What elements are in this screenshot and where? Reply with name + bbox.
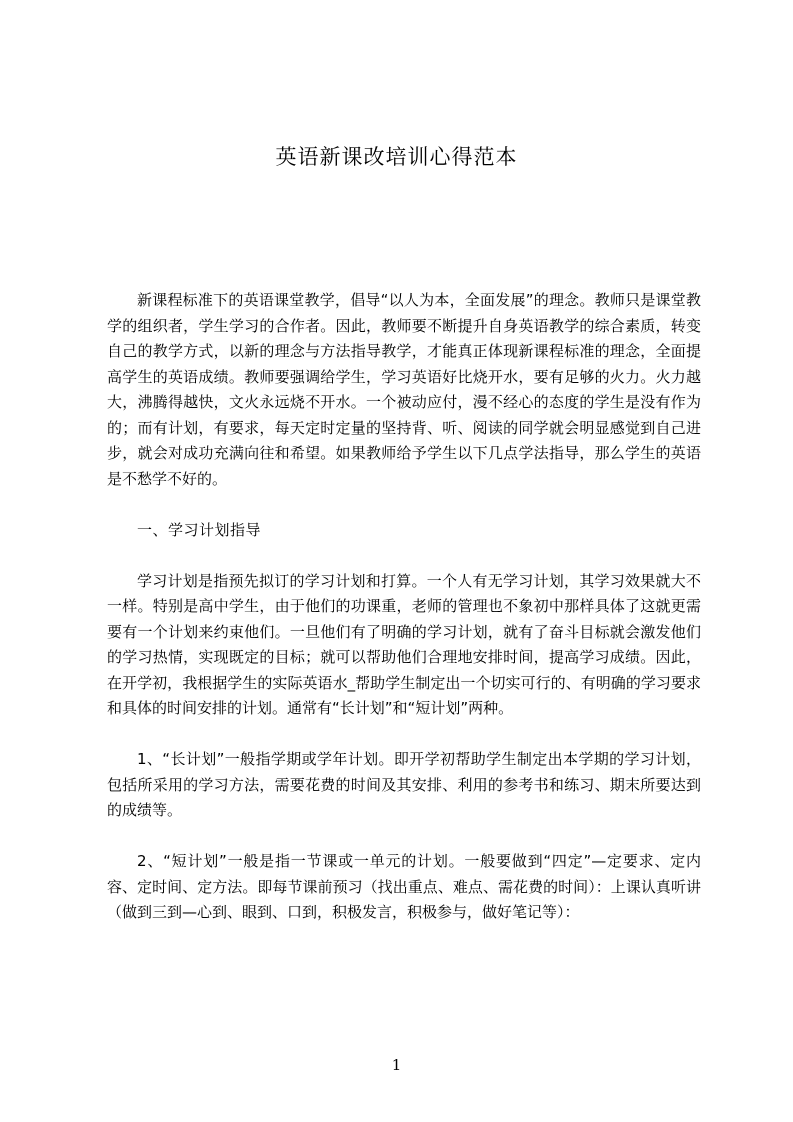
document-title: 英语新课改培训心得范本 (275, 145, 518, 169)
intro-paragraph: 新课程标准下的英语课堂教学，倡导“以人为本，全面发展”的理念。教师只是课堂教学的组织者，学生学习的合作者。因此，教师要不断提升自身英语教学的综合素质，转变自己的教学方式，以新的理念与方法指导教学，才能真正体现新课程标准的理念，全面提高学生的英语成绩。教师要强调给学生，学习英语好比烧开水，要有足够的火力。火力越大，沸腾得越快，文火永远烧不开水。一个被动应付，漫不经心的态度的学生是没有作为的；而有计划，有要求，每天定时定量的坚持背、听、阅读的同学就会明显感觉到自己进步，就会对成功充满向往和希望。如果教师给予学生以下几点学法指导，那么学生的英语是不愁学不好的。 (107, 291, 701, 488)
document-body (107, 288, 701, 926)
page-number: 1 (391, 1056, 402, 1074)
section-heading-study-plan: 一、学习计划指导 (137, 520, 262, 539)
long-plan-paragraph: 1、“长计划”一般指学期或学年计划。即开学初帮助学生制定出本学期的学习计划，包括所采用的学习方法，需要花费的时间及其安排、利用的参考书和练习、期末所要达到的成绩等。 (107, 750, 701, 819)
short-plan-paragraph: 2、“短计划”一般是指一节课或一单元的计划。一般要做到“四定”—定要求、定内容、定时间、定方法。即每节课前预习（找出重点、难点、需花费的时间）：上课认真听讲（做到三到—心到、眼到、口到，积极发言，积极参与，做好笔记等）： (107, 852, 701, 921)
study-plan-paragraph: 学习计划是指预先拟订的学习计划和打算。一个人有无学习计划，其学习效果就大不一样。特别是高中学生，由于他们的功课重，老师的管理也不象初中那样具体了这就更需要有一个计划来约束他们。一旦他们有了明确的学习计划，就有了奋斗目标就会激发他们的学习热情，实现既定的目标；就可以帮助他们合理地安排时间，提高学习成绩。因此，在开学初，我根据学生的实际英语水_帮助学生制定出一个切实可行的、有明确的学习要求和具体的时间安排的计划。通常有“长计划”和“短计划”两种。 (107, 571, 701, 717)
